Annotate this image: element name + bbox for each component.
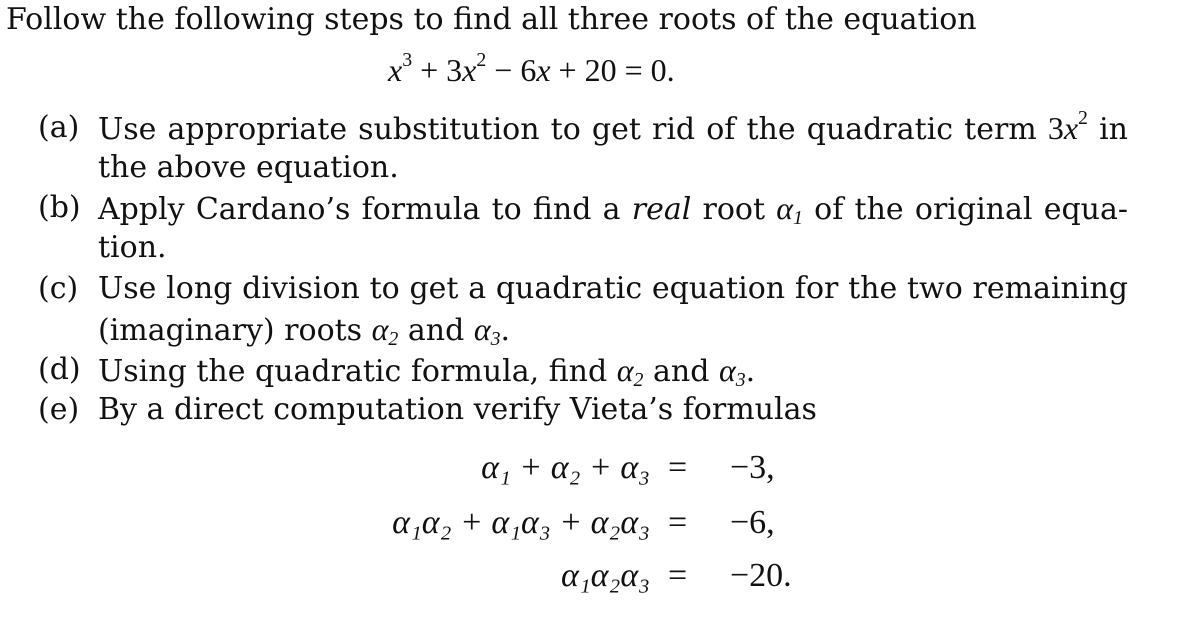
vieta-lhs-1: α₁ + α₂ + α₃ xyxy=(481,449,650,486)
item-c-text: (imaginary) roots xyxy=(98,313,372,348)
item-c-text: and xyxy=(398,313,474,348)
alpha-sub: 3 xyxy=(735,368,746,391)
item-b-text: Apply Cardano’s formula to find a xyxy=(98,192,632,227)
alpha-symbol: α xyxy=(616,352,634,388)
alpha-symbol: α xyxy=(473,311,491,347)
vieta-equals-3: = xyxy=(668,557,688,594)
item-label-e: (e) xyxy=(38,392,80,427)
alpha-sub: 2 xyxy=(388,327,399,350)
item-b-line1 xyxy=(98,188,1128,230)
alpha-sub: 3 xyxy=(490,327,501,350)
item-a-line1 xyxy=(98,108,1128,150)
eq-op: − 6 xyxy=(486,52,537,88)
alpha-symbol: α xyxy=(776,190,794,226)
item-d-alpha2 xyxy=(616,352,644,391)
item-c-line2 xyxy=(98,309,510,351)
eq-exp: 3 xyxy=(402,49,413,72)
item-e-line1: By a direct computation verify Vieta’s formulas xyxy=(98,392,817,427)
item-a-text: Use appropriate substitution to get rid of the quadratic term xyxy=(98,112,1048,147)
math-var: x xyxy=(1063,110,1079,146)
vieta-equals-1: = xyxy=(668,449,688,486)
intro-text: Follow the following steps to find all three roots of the equation xyxy=(6,2,977,37)
item-b-alpha xyxy=(776,190,803,229)
item-b-text: of the original equa- xyxy=(802,192,1128,227)
item-label-c: (c) xyxy=(38,271,79,306)
eq-var: x xyxy=(388,52,403,88)
item-d-text: and xyxy=(643,354,719,389)
vieta-rhs-1: −3, xyxy=(730,449,775,486)
item-d-text: Using the quadratic formula, find xyxy=(98,354,617,389)
item-label-a: (a) xyxy=(38,110,80,145)
eq-op: + 3 xyxy=(412,52,463,88)
item-c-alpha3 xyxy=(473,311,501,350)
item-label-b: (b) xyxy=(38,190,81,225)
item-label-d: (d) xyxy=(38,352,81,387)
item-a-tail: in xyxy=(1087,112,1128,147)
eq-var: x xyxy=(536,52,551,88)
eq-var: x xyxy=(462,52,477,88)
vieta-equals-2: = xyxy=(668,504,688,541)
math-exp: 2 xyxy=(1078,107,1088,130)
vieta-rhs-3: −20. xyxy=(730,557,792,594)
vieta-lhs-3: α₁α₂α₃ xyxy=(560,557,650,594)
item-c-alpha2 xyxy=(371,311,399,350)
item-d-text: . xyxy=(745,354,756,389)
item-c-line1: Use long division to get a quadratic equation for the two remaining xyxy=(98,271,1128,306)
alpha-sub: 2 xyxy=(633,368,644,391)
item-a-line2: the above equation. xyxy=(98,150,399,185)
math-coef: 3 xyxy=(1047,110,1064,146)
item-b-text: root xyxy=(691,192,777,227)
item-c-text: . xyxy=(500,313,511,348)
alpha-sub: 1 xyxy=(793,206,803,229)
eq-exp: 2 xyxy=(476,49,487,72)
vieta-lhs-2: α₁α₂ + α₁α₃ + α₂α₃ xyxy=(392,504,650,541)
alpha-symbol: α xyxy=(718,352,736,388)
item-a-math xyxy=(1047,107,1088,146)
item-b-emphasis: real xyxy=(631,192,692,227)
item-d-line1 xyxy=(98,350,755,392)
item-d-alpha3 xyxy=(718,352,746,391)
vieta-rhs-2: −6, xyxy=(730,504,775,541)
main-equation xyxy=(388,50,675,90)
eq-tail: + 20 = 0. xyxy=(550,52,675,88)
alpha-symbol: α xyxy=(371,311,389,347)
item-b-line2: tion. xyxy=(98,230,167,265)
